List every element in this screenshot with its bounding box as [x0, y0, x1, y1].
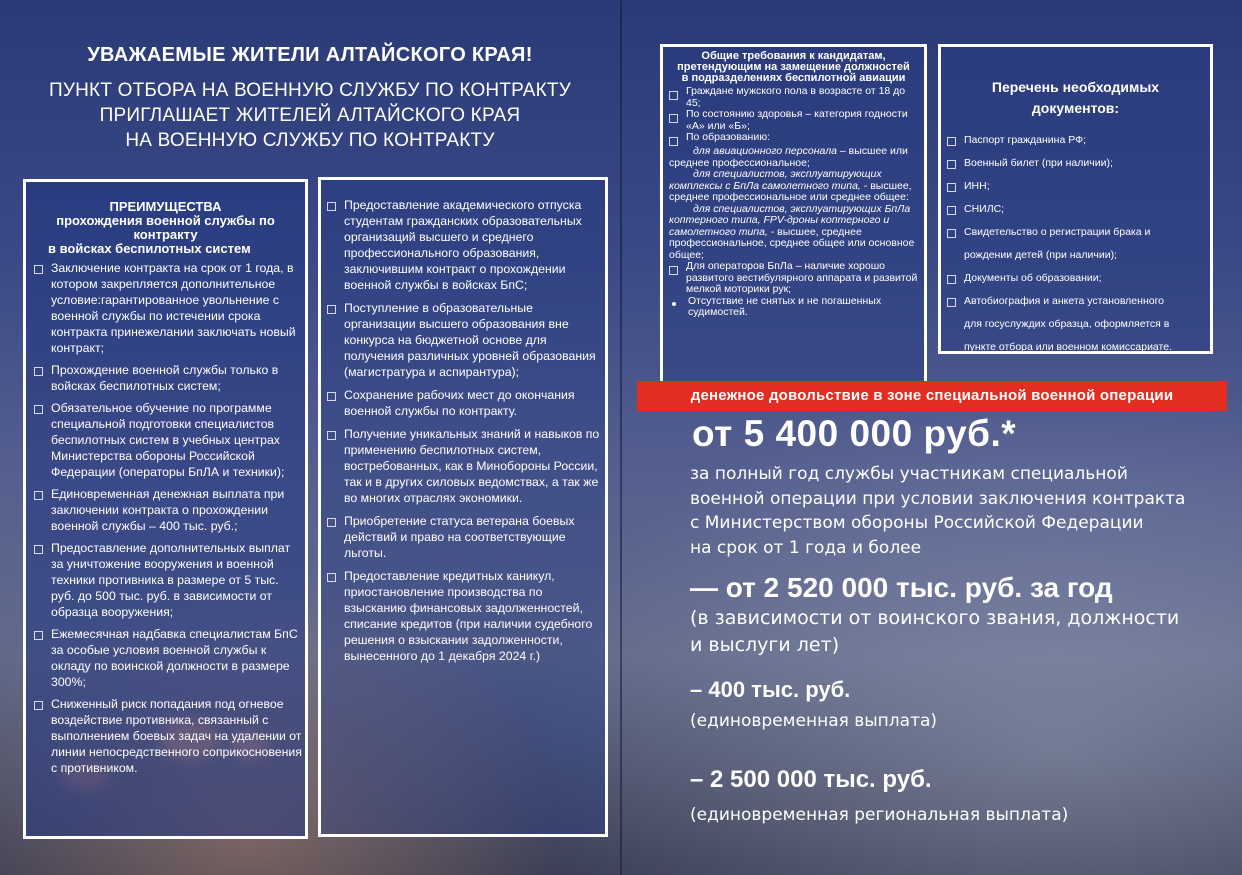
- list-item: [34, 540, 305, 620]
- list-item-text: Прохождение военной службы только в войсках беспилотных систем;: [51, 363, 279, 393]
- list-item-text: Документы об образовании;: [964, 272, 1102, 284]
- bullet-icon: [327, 392, 336, 401]
- list-item: [327, 513, 601, 561]
- advantages-continued-panel: [318, 177, 608, 837]
- list-item: [669, 261, 920, 296]
- heading-line: документов:: [1031, 100, 1120, 116]
- bullet-icon: [669, 137, 678, 146]
- list-item-text: Сохранение рабочих мест до окончания военной службы по контракту.: [344, 388, 575, 418]
- list-item-text: Паспорт гражданина РФ;: [964, 134, 1087, 146]
- bullet-dot-icon: [672, 302, 676, 306]
- list-item: [669, 86, 920, 109]
- one-time-pay-note: (единовременная выплата): [690, 711, 938, 731]
- list-item: [34, 400, 305, 480]
- bullet-icon: [669, 91, 678, 100]
- description-line: с Министерством обороны Российской Федерации: [690, 513, 1144, 533]
- documents-list: [941, 129, 1210, 359]
- page-fold: [620, 0, 622, 875]
- list-item: [947, 221, 1206, 244]
- list-item-text: Получение уникальных знаний и навыков по применению беспилотных систем, востребованных, как в Минобороны России, так и в других силовых ведомствах, а так же во многих отраслях экономики.: [344, 427, 600, 505]
- heading-line: в подразделениях беспилотной авиации: [681, 72, 906, 84]
- subtitle-line: НА ВОЕННУЮ СЛУЖБУ ПО КОНТРАКТУ: [125, 130, 495, 151]
- heading-line: прохождения военной службы по: [56, 213, 275, 228]
- list-item: [34, 260, 305, 356]
- regional-pay-note: (единовременная региональная выплата): [690, 805, 1069, 825]
- documents-heading: [941, 77, 1210, 119]
- bullet-icon: [327, 202, 336, 211]
- list-item: [947, 267, 1206, 290]
- subtitle-line: ПРИГЛАШАЕТ ЖИТЕЛЕЙ АЛТАЙСКОГО КРАЯ: [99, 105, 521, 126]
- education-item: [669, 146, 920, 169]
- heading-line: ПРЕИМУЩЕСТВА: [109, 199, 222, 214]
- page-subtitle: [0, 78, 620, 153]
- bullet-icon: [947, 137, 956, 146]
- bullet-icon: [327, 305, 336, 314]
- list-item: [947, 290, 1206, 313]
- list-item-text: Поступление в образовательные организации высшего образования вне конкурса на бюджетной основе для получения различных уровней образования (магистратура и аспирантура);: [344, 301, 596, 379]
- annual-pay-note: [690, 605, 1230, 659]
- list-item: [34, 362, 305, 394]
- bullet-icon: [34, 367, 43, 376]
- advantages-heading: [26, 200, 305, 256]
- heading-line: Перечень необходимых: [991, 79, 1160, 95]
- advantages-panel: [23, 179, 308, 839]
- list-item-text: ИНН;: [964, 180, 990, 192]
- list-item: [669, 296, 920, 319]
- list-item-text: для госуслуждих образца, оформляется в: [964, 318, 1170, 330]
- description-line: военной операции при условии заключения контракта: [690, 488, 1186, 509]
- list-item: [327, 568, 601, 664]
- education-item: [669, 204, 920, 262]
- education-category: для авиационного персонала: [693, 145, 837, 157]
- note-line: и выслуги лет): [690, 634, 840, 656]
- requirements-list: [663, 86, 924, 319]
- list-item-text: Приобретение статуса ветерана боевых действий и право на соответствующие льготы.: [344, 514, 575, 560]
- list-item: [947, 152, 1206, 175]
- list-item-text: Автобиография и анкета установленного: [964, 295, 1165, 307]
- pay-banner: денежное довольствие в зоне специальной военной операции: [637, 381, 1227, 411]
- education-requirement: – высшее или среднее профессиональное;: [669, 145, 908, 169]
- list-item: [947, 175, 1206, 198]
- list-item: [327, 387, 601, 419]
- page-title: УВАЖАЕМЫЕ ЖИТЕЛИ АЛТАЙСКОГО КРАЯ!: [87, 44, 533, 66]
- requirements-panel: [660, 44, 927, 389]
- bullet-icon: [34, 265, 43, 274]
- advantages-continued-list: [321, 180, 605, 664]
- list-item-text: Для операторов БпЛа – наличие хорошо развитого вестибулярного аппарата и развитой мелкой моторики рук;: [686, 260, 918, 295]
- list-item-text: Ежемесячная надбавка специалистам БпС за особые условия военной службы к окладу по воинской должности в размере 300%;: [51, 627, 298, 689]
- list-item: [669, 109, 920, 132]
- list-item-text: Предоставление дополнительных выплат за уничтожение вооружения и военной техники противника в размере от 5 тыс. руб. до 500 тыс. руб. в зависимости от образца вооружения;: [51, 541, 291, 619]
- heading-line: контракту: [133, 227, 198, 242]
- list-item-text: По образованию:: [686, 131, 771, 143]
- list-item-text: рождении детей (при наличии);: [964, 249, 1117, 261]
- education-category: для специалистов, эксплуатирующих БпЛа коптерного типа, FPV-дроны коптерного и самолетного типа,: [669, 202, 911, 238]
- list-item: [34, 696, 305, 776]
- heading-line: в войсках беспилотных систем: [48, 241, 251, 256]
- bullet-icon: [947, 298, 956, 307]
- list-item-text: По состоянию здоровья – категория годности «А» или «Б»;: [686, 108, 908, 132]
- list-item-text: Отсутствие не снятых и не погашенных судимостей.: [688, 294, 882, 318]
- one-time-pay-amount: – 400 тыс. руб.: [690, 677, 851, 702]
- bullet-icon: [327, 518, 336, 527]
- list-item: [327, 300, 601, 380]
- bullet-icon: [947, 160, 956, 169]
- documents-panel: [938, 44, 1213, 354]
- description-line: на срок от 1 года и более: [690, 537, 922, 558]
- bullet-icon: [947, 275, 956, 284]
- education-requirement: - высшее, среднее профессиональное или среднее общее:: [669, 179, 912, 203]
- bullet-icon: [327, 431, 336, 440]
- list-item-text: СНИЛС;: [964, 203, 1005, 215]
- list-item: [669, 132, 920, 146]
- list-item-text: Граждане мужского пола в возрасте от 18 до 45;: [686, 85, 906, 109]
- list-item: [327, 197, 601, 293]
- list-item-text: Свидетельство о регистрации брака и: [964, 226, 1151, 238]
- bullet-icon: [669, 266, 678, 275]
- list-item-text: Обязательное обучение по программе специальной подготовки специалистов беспилотных систем в учебных центрах Министерства обороны Российской Федерации (операторы БпЛА и техники);: [51, 401, 285, 479]
- list-item-text: Предоставление кредитных каникул, приостановление производства по взысканию финансовых задолженностей, списание кредитов (при наличии судебного решения о взыскании задолженности, вынесенного до 1 декабря 2024 г.): [344, 569, 593, 663]
- list-item-continuation: [947, 244, 1206, 267]
- bullet-icon: [947, 206, 956, 215]
- annual-pay-amount: — от 2 520 000 тыс. руб. за год: [690, 572, 1113, 603]
- list-item: [34, 626, 305, 690]
- heading-line: претендующим на замещение должностей: [677, 61, 910, 73]
- bullet-icon: [669, 114, 678, 123]
- bullet-icon: [947, 229, 956, 238]
- list-item-text: Военный билет (при наличии);: [964, 157, 1113, 169]
- bullet-icon: [327, 573, 336, 582]
- education-category: для специалистов, эксплуатирующих комплексы с БпЛа самолетного типа,: [669, 168, 882, 192]
- advantages-list: [26, 260, 305, 776]
- bullet-icon: [34, 701, 43, 710]
- bullet-icon: [34, 405, 43, 414]
- description-line: за полный год службы участникам специальной: [690, 464, 1128, 484]
- list-item: [947, 129, 1206, 152]
- list-item-text: Предоставление академического отпуска студентам гражданских образовательных организаций высшего и среднего профессионального образования, заключившим контракт о прохождении военной службы в войсках БпС;: [344, 198, 582, 292]
- list-item: [947, 198, 1206, 221]
- list-item-continuation: [947, 336, 1206, 359]
- main-pay-description: [690, 462, 1230, 560]
- education-requirement: - высшее, среднее профессиональное, среднее общее или основное общее;: [669, 225, 915, 261]
- list-item-text: Сниженный риск попадания под огневое воздействие противника, связанный с выполнением боевых задач на удалении от линии непосредственного соприкосновения с противником.: [51, 697, 302, 775]
- list-item: [34, 486, 305, 534]
- main-pay-amount: от 5 400 000 руб.*: [692, 413, 1017, 454]
- list-item: [327, 426, 601, 506]
- list-item-text: Единовременная денежная выплата при заключении контракта о прохождении военной службы – 400 тыс. руб.;: [51, 487, 285, 533]
- requirements-heading: [663, 51, 924, 84]
- bullet-icon: [947, 183, 956, 192]
- list-item-text: пункте отбора или военном комиссариате.: [964, 341, 1172, 353]
- heading-line: Общие требования к кандидатам,: [701, 50, 886, 62]
- subtitle-line: ПУНКТ ОТБОРА НА ВОЕННУЮ СЛУЖБУ ПО КОНТРАКТУ: [49, 80, 571, 101]
- education-item: [669, 169, 920, 204]
- regional-pay-amount: – 2 500 000 тыс. руб.: [690, 766, 932, 793]
- list-item-text: Заключение контракта на срок от 1 года, в котором закрепляется дополнительное условие:гарантированное увольнение с военной службы по истечении срока контракта принежелании заключать новый контракт;: [51, 261, 296, 355]
- bullet-icon: [34, 491, 43, 500]
- note-line: (в зависимости от воинского звания, должности: [690, 607, 1180, 629]
- bullet-icon: [34, 545, 43, 554]
- bullet-icon: [34, 631, 43, 640]
- list-item-continuation: [947, 313, 1206, 336]
